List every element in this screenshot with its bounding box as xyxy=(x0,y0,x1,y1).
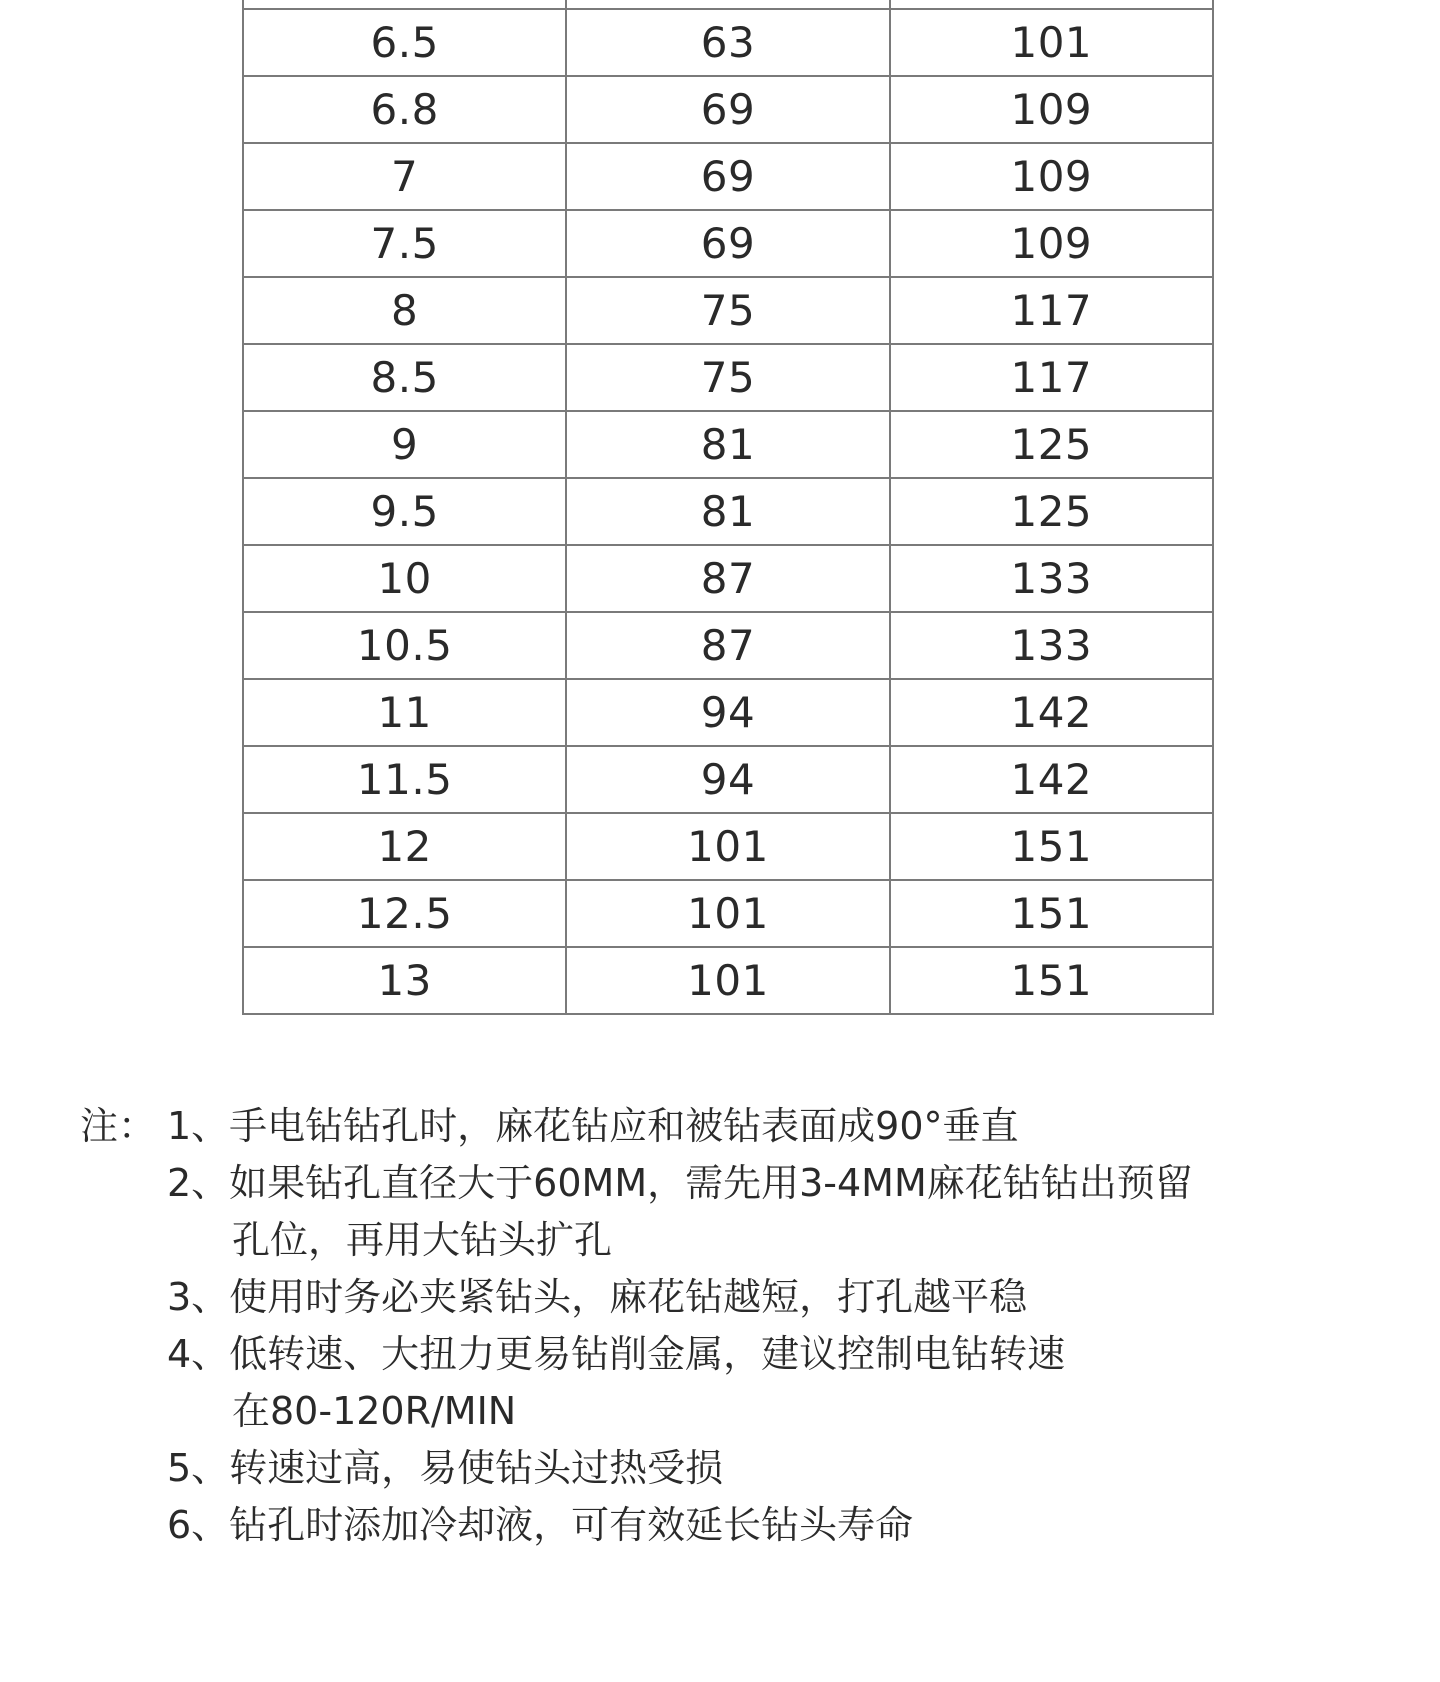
table-row xyxy=(243,0,1213,9)
table-cell xyxy=(566,0,889,9)
table-cell: 87 xyxy=(566,612,889,679)
table-cell: 9.5 xyxy=(243,478,566,545)
note-text: 3、使用时务必夹紧钻头，麻花钻越短，打孔越平稳 xyxy=(167,1275,1028,1319)
table-cell: 12 xyxy=(243,813,566,880)
table-cell: 142 xyxy=(890,746,1213,813)
note-continuation: 在80-120R/MIN xyxy=(232,1389,517,1433)
table-cell: 13 xyxy=(243,947,566,1014)
table-row xyxy=(243,411,1213,478)
spec-table-container xyxy=(242,0,1214,1015)
table-row xyxy=(243,344,1213,411)
note-item-2 xyxy=(80,1155,1410,1269)
table-cell: 63 xyxy=(566,9,889,76)
spec-table-body xyxy=(243,0,1213,1014)
table-cell: 133 xyxy=(890,612,1213,679)
table-cell: 151 xyxy=(890,947,1213,1014)
table-cell: 12.5 xyxy=(243,880,566,947)
table-row xyxy=(243,545,1213,612)
table-cell: 109 xyxy=(890,143,1213,210)
table-cell: 69 xyxy=(566,210,889,277)
table-cell: 101 xyxy=(890,9,1213,76)
notes-section xyxy=(80,1098,1410,1554)
table-row xyxy=(243,813,1213,880)
table-cell: 109 xyxy=(890,210,1213,277)
table-row xyxy=(243,277,1213,344)
table-row xyxy=(243,947,1213,1014)
table-cell: 101 xyxy=(566,880,889,947)
table-cell: 125 xyxy=(890,411,1213,478)
table-cell: 10.5 xyxy=(243,612,566,679)
table-cell: 133 xyxy=(890,545,1213,612)
table-row xyxy=(243,679,1213,746)
table-cell: 7.5 xyxy=(243,210,566,277)
table-cell: 81 xyxy=(566,411,889,478)
table-cell: 117 xyxy=(890,277,1213,344)
table-cell: 6.8 xyxy=(243,76,566,143)
table-cell: 94 xyxy=(566,746,889,813)
table-cell: 10 xyxy=(243,545,566,612)
table-row xyxy=(243,76,1213,143)
note-text: 1、手电钻钻孔时，麻花钻应和被钻表面成90°垂直 xyxy=(167,1104,1019,1148)
table-cell: 87 xyxy=(566,545,889,612)
note-text: 6、钻孔时添加冷却液，可有效延长钻头寿命 xyxy=(167,1503,914,1547)
table-cell: 7 xyxy=(243,143,566,210)
table-cell: 11 xyxy=(243,679,566,746)
note-item-4 xyxy=(80,1326,1410,1440)
table-cell: 75 xyxy=(566,277,889,344)
table-row xyxy=(243,143,1213,210)
note-continuation: 孔位，再用大钻头扩孔 xyxy=(232,1218,613,1262)
table-row xyxy=(243,210,1213,277)
table-cell: 151 xyxy=(890,880,1213,947)
note-item-5 xyxy=(80,1440,1410,1497)
table-cell: 8 xyxy=(243,277,566,344)
table-cell: 69 xyxy=(566,76,889,143)
table-cell: 117 xyxy=(890,344,1213,411)
table-cell: 9 xyxy=(243,411,566,478)
table-cell: 109 xyxy=(890,76,1213,143)
table-cell: 125 xyxy=(890,478,1213,545)
table-row xyxy=(243,612,1213,679)
table-row xyxy=(243,9,1213,76)
table-cell: 8.5 xyxy=(243,344,566,411)
table-cell: 101 xyxy=(566,947,889,1014)
table-row xyxy=(243,746,1213,813)
table-cell: 94 xyxy=(566,679,889,746)
note-text: 5、转速过高，易使钻头过热受损 xyxy=(167,1446,724,1490)
table-cell: 6.5 xyxy=(243,9,566,76)
notes-prefix: 注： xyxy=(80,1104,157,1148)
note-item-1 xyxy=(80,1098,1410,1155)
table-cell: 142 xyxy=(890,679,1213,746)
table-cell: 81 xyxy=(566,478,889,545)
table-cell: 11.5 xyxy=(243,746,566,813)
table-cell: 151 xyxy=(890,813,1213,880)
table-cell: 69 xyxy=(566,143,889,210)
note-item-6 xyxy=(80,1497,1410,1554)
note-text: 4、低转速、大扭力更易钻削金属，建议控制电钻转速 xyxy=(167,1332,1066,1376)
table-cell xyxy=(890,0,1213,9)
note-item-3 xyxy=(80,1269,1410,1326)
table-cell: 75 xyxy=(566,344,889,411)
table-cell: 101 xyxy=(566,813,889,880)
table-cell xyxy=(243,0,566,9)
spec-table xyxy=(242,0,1214,1015)
note-text: 2、如果钻孔直径大于60MM，需先用3-4MM麻花钻钻出预留 xyxy=(167,1161,1193,1205)
table-row xyxy=(243,880,1213,947)
table-row xyxy=(243,478,1213,545)
